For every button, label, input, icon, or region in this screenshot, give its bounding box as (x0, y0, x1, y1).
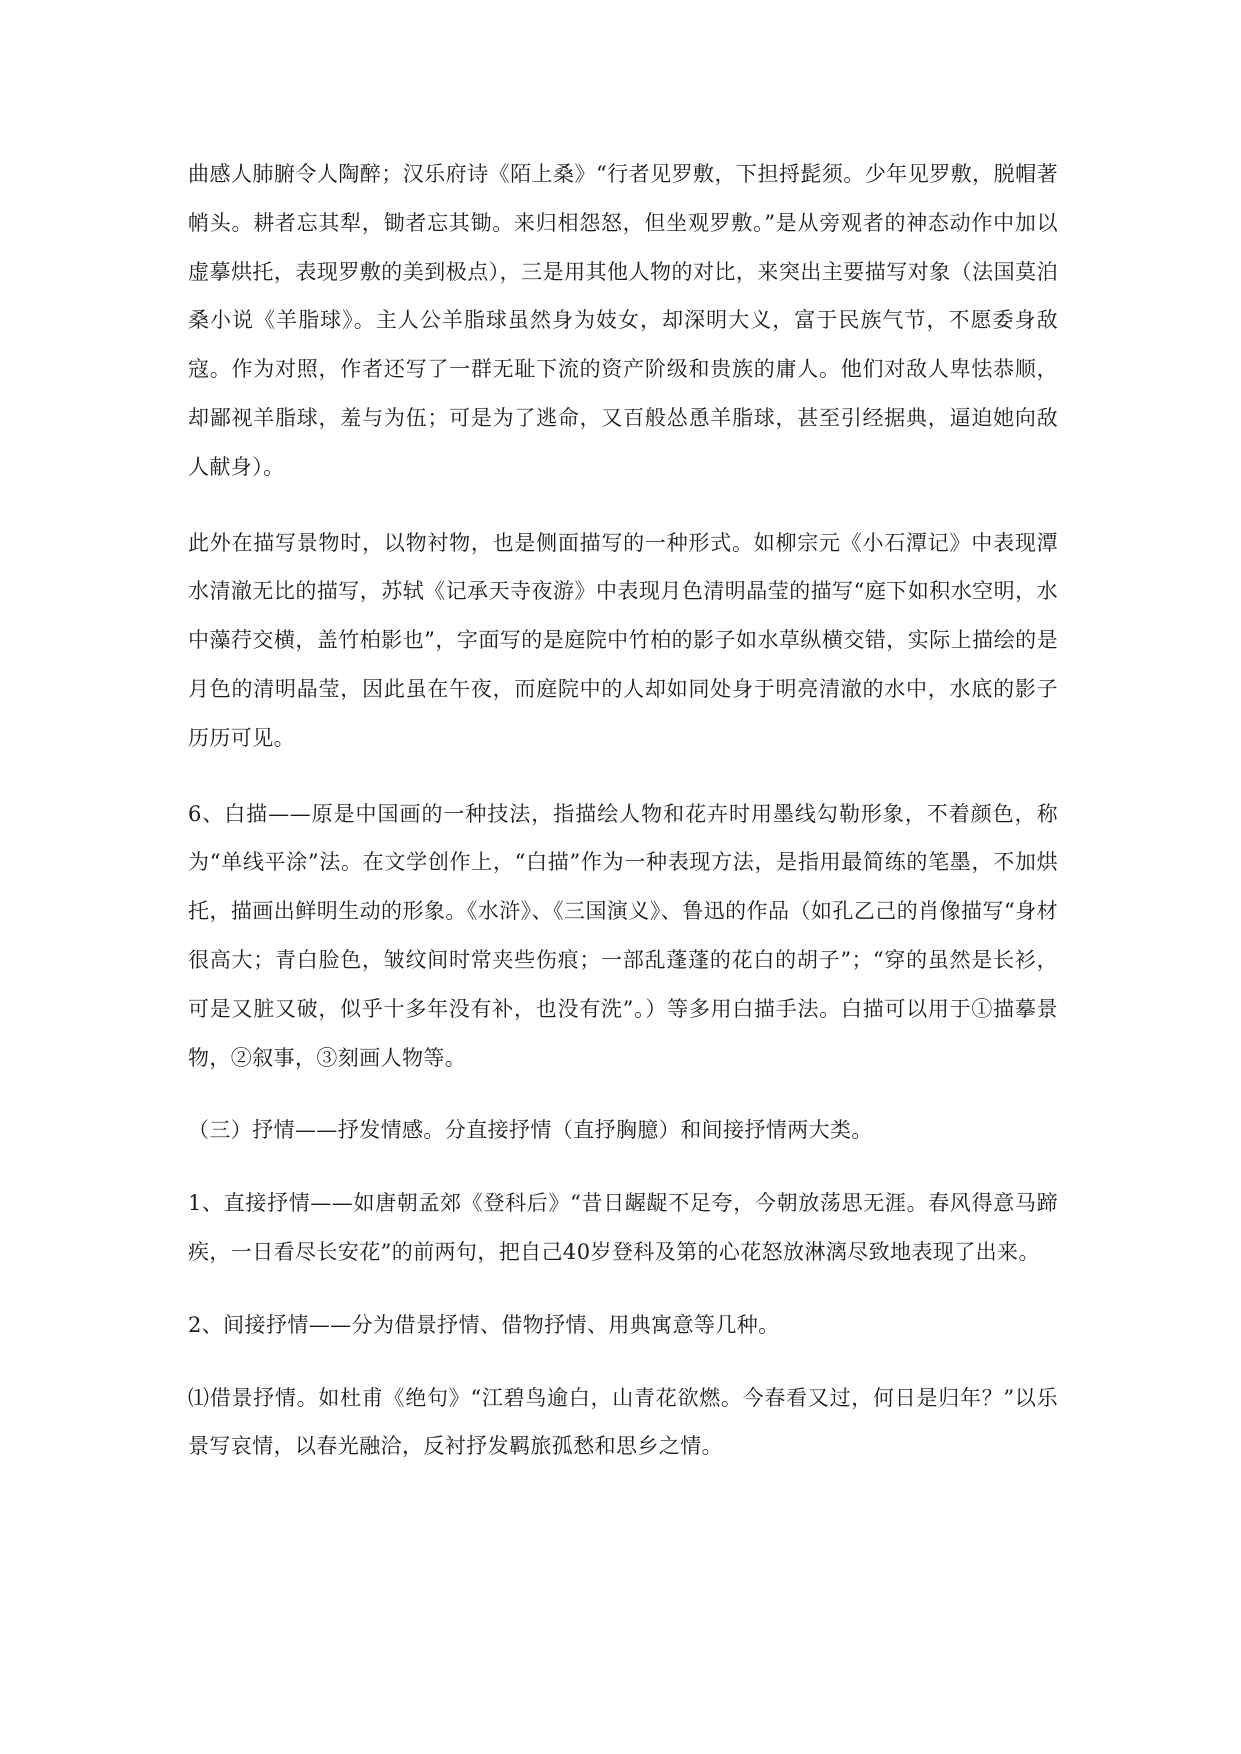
paragraph-scene-lyric: ⑴借景抒情。如杜甫《绝句》“江碧鸟逾白，山青花欲燃。今春看又过，何日是归年？”以乐景写哀情，以春光融洽，反衬抒发羁旅孤愁和思乡之情。 (188, 1385, 1058, 1459)
paragraph-direct-lyric: 1、直接抒情——如唐朝孟郊《登科后》“昔日龌龊不足夸，今朝放荡思无涯。春风得意马蹄疾，一日看尽长安花”的前两句，把自己40岁登科及第的心花怒放淋漓尽致地表现了出来。 (188, 1191, 1058, 1264)
section-heading-lyric: （三）抒情——抒发情感。分直接抒情（直抒胸臆）和间接抒情两大类。 (188, 1118, 873, 1143)
paragraph-scenery-description: 此外在描写景物时，以物衬物，也是侧面描写的一种形式。如柳宗元《小石潭记》中表现潭水清澈无比的描写，苏轼《记承天寺夜游》中表现月色清明晶莹的描写“庭下如积水空明，水中藻荇交横，盖竹柏影也”，字面写的是庭院中竹柏的影子如水草纵横交错，实际上描绘的是月色的清明晶莹，因此虽在午夜，而庭院中的人却如同处身于明亮清澈的水中，水底的影子历历可见。 (188, 530, 1058, 750)
paragraph-baimiao: 6、白描——原是中国画的一种技法，指描绘人物和花卉时用墨线勾勒形象，不着颜色，称为“单线平涂”法。在文学创作上，“白描”作为一种表现方法，是指用最简练的笔墨，不加烘托，描画出鲜明生动的形象。《水浒》、《三国演义》、鲁迅的作品（如孔乙己的肖像描写“身材很高大；青白脸色，皱纹间时常夹些伤痕；一部乱蓬蓬的花白的胡子”；“穿的虽然是长衫，可是又脏又破，似乎十多年没有补，也没有洗”。）等多用白描手法。白描可以用于①描摹景物，②叙事，③刻画人物等。 (188, 801, 1058, 1070)
paragraph-indirect-description: 曲感人肺腑令人陶醉；汉乐府诗《陌上桑》“行者见罗敷，下担捋髭须。少年见罗敷，脱帽著帩头。耕者忘其犁，锄者忘其锄。来归相怨怒，但坐观罗敷。”是从旁观者的神态动作中加以虚摹烘托，表现罗敷的美到极点），三是用其他人物的对比，来突出主要描写对象（法国莫泊桑小说《羊脂球》。主人公羊脂球虽然身为妓女，却深明大义，富于民族气节，不愿委身敌寇。作为对照，作者还写了一群无耻下流的资产阶级和贵族的庸人。他们对敌人卑怯恭顺，却鄙视羊脂球，羞与为伍；可是为了逃命，又百般怂恿羊脂球，甚至引经据典，逼迫她向敌人献身）。 (188, 162, 1058, 479)
paragraph-indirect-lyric: 2、间接抒情——分为借景抒情、借物抒情、用典寓意等几种。 (188, 1312, 780, 1337)
document-page (188, 150, 1058, 1471)
